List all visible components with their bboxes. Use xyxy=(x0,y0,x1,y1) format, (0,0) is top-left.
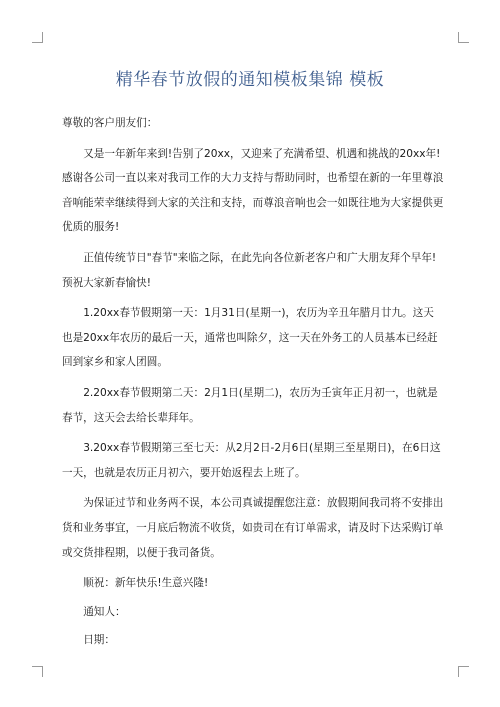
notifier-line: 通知人： xyxy=(83,605,126,618)
paragraph-wishes: 顺祝：新年快乐!生意兴隆! xyxy=(83,577,209,590)
paragraph-intro: 又是一年新年来到!告别了20xx，又迎来了充满希望、机遇和挑战的20xx年!感谢各公司一直以来对我司工作的大力支持与帮助同时，也希望在新的一年里尊浪音响能荣幸继续得到大家的关注和支持，而尊浪音响也会一如既往地为大家提供更优质的服务! xyxy=(62,147,444,234)
paragraph-holiday-day-1: 1.20xx春节假期第一天：1月31日(星期一)，农历为辛丑年腊月廿九。这天也是20xx年农历的最后一天，通常也叫除夕，这一天在外务工的人员基本已经赶回到家乡和家人团圆。 xyxy=(62,307,438,369)
crop-mark-top-left xyxy=(32,32,43,43)
crop-mark-top-right xyxy=(458,32,469,43)
crop-mark-bottom-right xyxy=(458,666,469,677)
date-line: 日期： xyxy=(83,634,115,647)
salutation: 尊敬的客户朋友们： xyxy=(62,117,158,129)
paragraph-reminder: 为保证过节和业务两不误，本公司真诚提醒您注意：放假期间我司将不安排出货和业务事宜，一月底后物流不收货，如贵司在有订单需求，请及时下达采购订单或交货排程期，以便于我司备货。 xyxy=(62,497,444,559)
paragraph-holiday-days-3-7: 3.20xx春节假期第三至七天：从2月2日-2月6日(星期三至星期日)，在6日这一天，也就是农历正月初六，要开始返程去上班了。 xyxy=(62,442,441,479)
document-body xyxy=(62,111,444,657)
crop-mark-bottom-left xyxy=(32,666,43,677)
document-title: 精华春节放假的通知模板集锦 模板 xyxy=(115,70,385,90)
paragraph-holiday-day-2: 2.20xx春节假期第二天：2月1日(星期二)，农历为壬寅年正月初一，也就是春节，这天会去给长辈拜年。 xyxy=(62,386,438,424)
paragraph-greeting: 正值传统节日"春节"来临之际，在此先向各位新老客户和广大朋友拜个早年!预祝大家新春愉快! xyxy=(62,251,437,289)
